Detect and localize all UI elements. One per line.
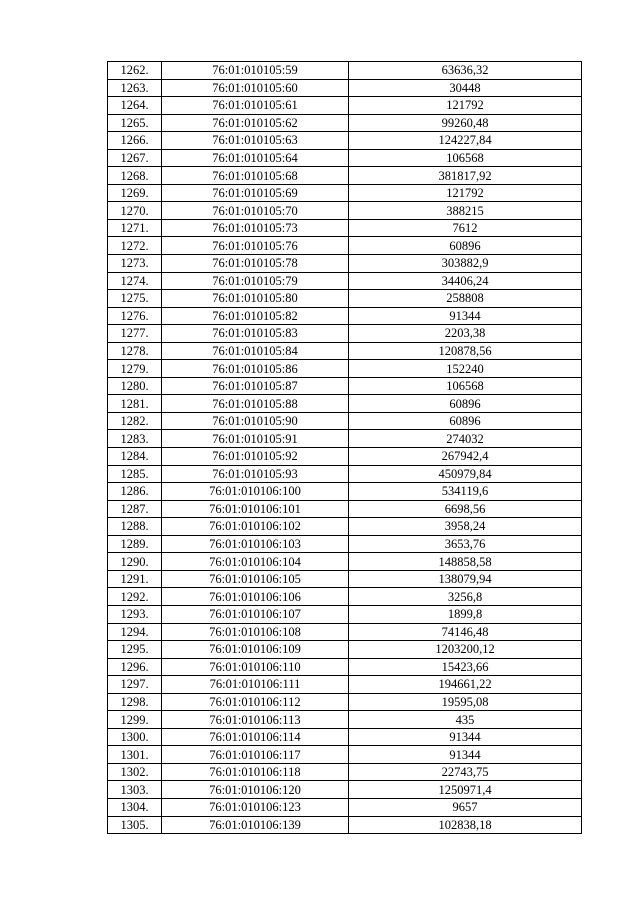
row-number-cell: 1293.: [108, 605, 162, 623]
cadastral-value-cell: 106568: [349, 377, 582, 395]
row-number-cell: 1262.: [108, 62, 162, 80]
cadastral-number-cell: 76:01:010105:90: [162, 412, 349, 430]
cadastral-value-cell: 30448: [349, 79, 582, 97]
cadastral-value-cell: 3958,24: [349, 518, 582, 536]
row-number-cell: 1295.: [108, 641, 162, 659]
row-number-cell: 1288.: [108, 518, 162, 536]
table-row: [108, 798, 582, 816]
cadastral-number-cell: 76:01:010106:114: [162, 728, 349, 746]
cadastral-number-cell: 76:01:010106:139: [162, 816, 349, 834]
cadastral-number-cell: 76:01:010106:108: [162, 623, 349, 641]
cadastral-number-cell: 76:01:010106:106: [162, 588, 349, 606]
table-row: [108, 693, 582, 711]
table-row: [108, 763, 582, 781]
cadastral-number-cell: 76:01:010106:110: [162, 658, 349, 676]
cadastral-value-cell: 3256,8: [349, 588, 582, 606]
table-row: [108, 711, 582, 729]
table-row: [108, 272, 582, 290]
cadastral-value-cell: 1250971,4: [349, 781, 582, 799]
row-number-cell: 1263.: [108, 79, 162, 97]
table-row: [108, 728, 582, 746]
cadastral-number-cell: 76:01:010105:59: [162, 62, 349, 80]
cadastral-value-cell: 274032: [349, 430, 582, 448]
table-row: [108, 202, 582, 220]
cadastral-number-cell: 76:01:010106:100: [162, 483, 349, 501]
row-number-cell: 1278.: [108, 342, 162, 360]
cadastral-number-cell: 76:01:010105:73: [162, 219, 349, 237]
cadastral-value-cell: 152240: [349, 360, 582, 378]
cadastral-value-cell: 99260,48: [349, 114, 582, 132]
row-number-cell: 1275.: [108, 290, 162, 308]
cadastral-number-cell: 76:01:010106:109: [162, 641, 349, 659]
row-number-cell: 1276.: [108, 307, 162, 325]
table-row: [108, 184, 582, 202]
row-number-cell: 1274.: [108, 272, 162, 290]
table-row: [108, 623, 582, 641]
cadastral-number-cell: 76:01:010105:79: [162, 272, 349, 290]
cadastral-value-cell: 1203200,12: [349, 641, 582, 659]
table-row: [108, 641, 582, 659]
row-number-cell: 1280.: [108, 377, 162, 395]
row-number-cell: 1303.: [108, 781, 162, 799]
cadastral-number-cell: 76:01:010105:86: [162, 360, 349, 378]
cadastral-value-cell: 148858,58: [349, 553, 582, 571]
cadastral-number-cell: 76:01:010106:112: [162, 693, 349, 711]
table-row: [108, 500, 582, 518]
cadastral-value-cell: 22743,75: [349, 763, 582, 781]
cadastral-number-cell: 76:01:010105:64: [162, 149, 349, 167]
table-row: [108, 483, 582, 501]
cadastral-number-cell: 76:01:010105:60: [162, 79, 349, 97]
table-row: [108, 746, 582, 764]
row-number-cell: 1282.: [108, 412, 162, 430]
cadastral-value-cell: 138079,94: [349, 570, 582, 588]
row-number-cell: 1266.: [108, 132, 162, 150]
cadastral-value-cell: 120878,56: [349, 342, 582, 360]
cadastral-value-cell: 15423,66: [349, 658, 582, 676]
row-number-cell: 1284.: [108, 448, 162, 466]
cadastral-value-cell: 60896: [349, 237, 582, 255]
table-row: [108, 79, 582, 97]
cadastral-value-cell: 258808: [349, 290, 582, 308]
row-number-cell: 1283.: [108, 430, 162, 448]
cadastral-number-cell: 76:01:010105:92: [162, 448, 349, 466]
cadastral-value-cell: 388215: [349, 202, 582, 220]
row-number-cell: 1300.: [108, 728, 162, 746]
cadastral-value-cell: 91344: [349, 728, 582, 746]
cadastral-value-cell: 34406,24: [349, 272, 582, 290]
cadastral-number-cell: 76:01:010105:82: [162, 307, 349, 325]
cadastral-value-cell: 303882,9: [349, 255, 582, 273]
cadastral-value-cell: 381817,92: [349, 167, 582, 185]
cadastral-number-cell: 76:01:010106:104: [162, 553, 349, 571]
row-number-cell: 1294.: [108, 623, 162, 641]
cadastral-value-cell: 63636,32: [349, 62, 582, 80]
cadastral-number-cell: 76:01:010106:113: [162, 711, 349, 729]
table-row: [108, 588, 582, 606]
cadastral-number-cell: 76:01:010105:84: [162, 342, 349, 360]
cadastral-number-cell: 76:01:010105:87: [162, 377, 349, 395]
row-number-cell: 1265.: [108, 114, 162, 132]
table-row: [108, 535, 582, 553]
cadastral-value-cell: 2203,38: [349, 325, 582, 343]
cadastral-value-cell: 3653,76: [349, 535, 582, 553]
cadastral-value-cell: 450979,84: [349, 465, 582, 483]
table-row: [108, 62, 582, 80]
table-row: [108, 255, 582, 273]
row-number-cell: 1264.: [108, 97, 162, 115]
row-number-cell: 1279.: [108, 360, 162, 378]
row-number-cell: 1286.: [108, 483, 162, 501]
table-row: [108, 553, 582, 571]
row-number-cell: 1290.: [108, 553, 162, 571]
row-number-cell: 1292.: [108, 588, 162, 606]
cadastral-value-cell: 91344: [349, 746, 582, 764]
cadastral-number-cell: 76:01:010106:107: [162, 605, 349, 623]
cadastral-number-cell: 76:01:010105:88: [162, 395, 349, 413]
table-row: [108, 570, 582, 588]
table-row: [108, 149, 582, 167]
cadastral-value-cell: 106568: [349, 149, 582, 167]
cadastral-value-cell: 102838,18: [349, 816, 582, 834]
cadastral-number-cell: 76:01:010106:103: [162, 535, 349, 553]
cadastral-value-table: [107, 61, 582, 834]
cadastral-value-cell: 435: [349, 711, 582, 729]
cadastral-value-cell: 60896: [349, 395, 582, 413]
cadastral-number-cell: 76:01:010105:91: [162, 430, 349, 448]
cadastral-number-cell: 76:01:010106:102: [162, 518, 349, 536]
cadastral-number-cell: 76:01:010105:68: [162, 167, 349, 185]
table-row: [108, 430, 582, 448]
table-row: [108, 114, 582, 132]
table-row: [108, 342, 582, 360]
cadastral-number-cell: 76:01:010105:61: [162, 97, 349, 115]
table-row: [108, 237, 582, 255]
row-number-cell: 1305.: [108, 816, 162, 834]
table-row: [108, 518, 582, 536]
row-number-cell: 1272.: [108, 237, 162, 255]
table-row: [108, 377, 582, 395]
row-number-cell: 1281.: [108, 395, 162, 413]
table-row: [108, 290, 582, 308]
cadastral-value-cell: 6698,56: [349, 500, 582, 518]
cadastral-value-cell: 194661,22: [349, 676, 582, 694]
row-number-cell: 1267.: [108, 149, 162, 167]
table-row: [108, 816, 582, 834]
cadastral-number-cell: 76:01:010105:76: [162, 237, 349, 255]
row-number-cell: 1277.: [108, 325, 162, 343]
cadastral-number-cell: 76:01:010106:118: [162, 763, 349, 781]
cadastral-value-cell: 121792: [349, 97, 582, 115]
cadastral-number-cell: 76:01:010105:70: [162, 202, 349, 220]
table-row: [108, 97, 582, 115]
table-row: [108, 412, 582, 430]
row-number-cell: 1289.: [108, 535, 162, 553]
row-number-cell: 1301.: [108, 746, 162, 764]
table-row: [108, 448, 582, 466]
cadastral-value-cell: 91344: [349, 307, 582, 325]
table-row: [108, 395, 582, 413]
table-row: [108, 325, 582, 343]
row-number-cell: 1273.: [108, 255, 162, 273]
cadastral-value-cell: 74146,48: [349, 623, 582, 641]
row-number-cell: 1291.: [108, 570, 162, 588]
cadastral-value-cell: 19595,08: [349, 693, 582, 711]
row-number-cell: 1270.: [108, 202, 162, 220]
table-body: [108, 62, 582, 834]
cadastral-number-cell: 76:01:010106:101: [162, 500, 349, 518]
cadastral-number-cell: 76:01:010105:63: [162, 132, 349, 150]
cadastral-number-cell: 76:01:010105:69: [162, 184, 349, 202]
row-number-cell: 1299.: [108, 711, 162, 729]
cadastral-value-cell: 124227,84: [349, 132, 582, 150]
table-row: [108, 781, 582, 799]
table-row: [108, 167, 582, 185]
cadastral-value-cell: 534119,6: [349, 483, 582, 501]
row-number-cell: 1298.: [108, 693, 162, 711]
row-number-cell: 1297.: [108, 676, 162, 694]
row-number-cell: 1269.: [108, 184, 162, 202]
table-row: [108, 219, 582, 237]
row-number-cell: 1268.: [108, 167, 162, 185]
row-number-cell: 1271.: [108, 219, 162, 237]
table-row: [108, 360, 582, 378]
cadastral-number-cell: 76:01:010105:80: [162, 290, 349, 308]
cadastral-number-cell: 76:01:010106:105: [162, 570, 349, 588]
cadastral-number-cell: 76:01:010105:93: [162, 465, 349, 483]
cadastral-number-cell: 76:01:010106:123: [162, 798, 349, 816]
table-row: [108, 465, 582, 483]
cadastral-number-cell: 76:01:010105:83: [162, 325, 349, 343]
row-number-cell: 1285.: [108, 465, 162, 483]
cadastral-value-cell: 267942,4: [349, 448, 582, 466]
cadastral-number-cell: 76:01:010106:120: [162, 781, 349, 799]
table-row: [108, 676, 582, 694]
cadastral-value-cell: 60896: [349, 412, 582, 430]
cadastral-number-cell: 76:01:010106:111: [162, 676, 349, 694]
cadastral-value-cell: 9657: [349, 798, 582, 816]
cadastral-value-cell: 1899,8: [349, 605, 582, 623]
row-number-cell: 1302.: [108, 763, 162, 781]
table-row: [108, 605, 582, 623]
row-number-cell: 1296.: [108, 658, 162, 676]
cadastral-number-cell: 76:01:010106:117: [162, 746, 349, 764]
row-number-cell: 1287.: [108, 500, 162, 518]
table-row: [108, 658, 582, 676]
row-number-cell: 1304.: [108, 798, 162, 816]
cadastral-value-cell: 121792: [349, 184, 582, 202]
cadastral-value-cell: 7612: [349, 219, 582, 237]
cadastral-number-cell: 76:01:010105:78: [162, 255, 349, 273]
table-row: [108, 132, 582, 150]
table-row: [108, 307, 582, 325]
cadastral-number-cell: 76:01:010105:62: [162, 114, 349, 132]
